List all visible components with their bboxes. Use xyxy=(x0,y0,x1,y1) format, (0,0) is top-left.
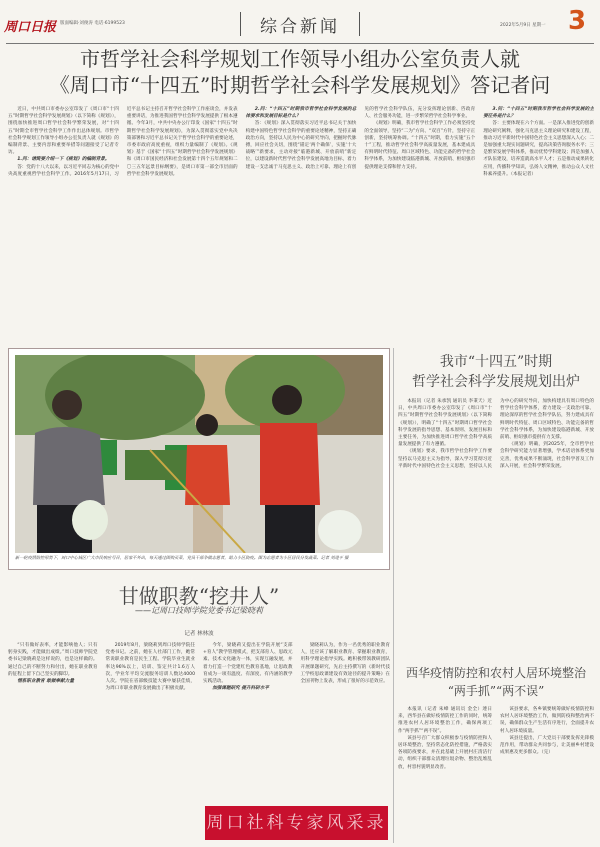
article-paragraph: 本报讯（记者 朱峰 通讯员 金全）連日来，西华县在做好疫情防控工作的同时，统筹推进农村人居环境整治工作，确保两项工作“两手抓”“两不误”。 xyxy=(398,707,492,734)
photo-caption: 新一轮疫情防控形势下，周口中心城区广大市民响应号召，居家不外出，每天通过团购买菜，党员干部争做志愿者，助力小区防疫。图为志愿者为小区居民分发蔬菜。记者 刘进平 摄 xyxy=(15,555,349,560)
issue-date: 2022年5月9日 星期一 xyxy=(500,23,546,28)
epidemic-article-headline-line1: 西华疫情防控和农村人居环境整治 xyxy=(405,666,586,680)
article-paragraph: 《规划》明确，到2025年，全市哲学社会科学研究能力显著增强，学术话语体系更加完善，优秀成果不断涌现，社会科学普及工作深入开展，社会科学繁荣发展。 xyxy=(500,442,594,469)
article-paragraph: 《规划》明确，我市哲学社会科学工作必须坚持党的全面领导，坚持“二为”方向、“双百”方针，坚持守正创新，坚持统筹协调。“十四五”时期，着力实施“五个十”工程，推动哲学社会科学高质量发展，基本建成具有鲜明时代特征、周口区域特色、功能完备的哲学社会科学体系，为加快建设临港新城、开放前哨、枢纽强市提供理论支撑和智力支持。 xyxy=(364,121,476,170)
lead-article-body xyxy=(8,106,594,340)
article-paragraph: 该县还提出，广大党员干部要发挥先锋模范作用，带动群众共同参与，让美丽乡村建设成果惠及更多群众。（完） xyxy=(500,735,594,756)
article-paragraph: 答：《规划》深入贯彻落实习近平总书记关于加快构建中国特色哲学社会科学的重要论述精神，坚持正确政治方向，坚持以人民为中心的研究导向，把握时代脉搏，回应社会关切，围绕“锚定‘两个确保’，实施‘十大战略’”新要求，主动对接“临港新城、开放前哨”新定位，以建设新时代哲学社会科学发展高地为目标，着力建设一支忠诚于马克思主义、政治上可靠、理论上有创见的哲学社会科学队伍，充分发挥理论创新、咨政育人、社会服务功能，进一步繁荣哲学社会科学事业。 xyxy=(245,107,476,170)
epidemic-article-headline-line2: “两手抓”“两不误” xyxy=(447,684,545,698)
section-title: 综合新闻 xyxy=(240,12,360,36)
article-paragraph: 今年，梁晓莉又提出在学院开展“支部+育人”教学管理模式，把支部育人、思政元素、技术文化融为一体，实现互融发展，并着力打造一个党建红色教育基地，让思政教育成为一项有温度、有深度、有内涵的教学实践活动。 xyxy=(203,643,293,685)
article-paragraph: 该县号召广大群众积极参与疫情防控和人居环境整治，坚持常态化防控措施，严格落实各项防疫要求，并在此基础上开展村庄清洁行动，组织干部群众清理垃圾杂物、整治乱堆乱放，村容村貌明显改善。 xyxy=(398,735,492,770)
article-paragraph: 近日，中共周口市委办公室印发了《周口市“十四五”时期哲学社会科学发展规划》（以下简称《规划》），围绕加快推进周口哲学社会科学繁荣发展，对“十四五”时期全市哲学社会科学工作作出总体规划。市哲学社会科学规划工作领导小组办公室负责人就《规划》的编制背景、主要内容和重要举措等问题接受了记者专访。 xyxy=(8,107,119,156)
article-paragraph: 2019年8月，梁晓莉到周口技师学院任党委书记。之前，她在人社部门工作，她常常说职业教育是民生工程。学院毕业生就业率达96%以上，培训、鉴定共计1.6万人次，学业年平均交流服务培训人数达4000人次。学院在省部级技能大赛中屡获佳绩，为周口市职业教育发展做出了积极贡献。 xyxy=(105,643,195,692)
article-paragraph: 本报讯（记者 朱承凯 通讯员 李秉天）近日，中共周口市委办公室印发了《周口市“十四五”时期哲学社会科学发展规划》（以下简称《规划》），明确了“十四五”时期周口哲学社会科学发展的指导思想、基本原则、发展目标和主要任务，为加快推进周口哲学社会科学高质量发展提供了有力遵循。 xyxy=(398,399,492,448)
epidemic-article-body xyxy=(398,706,594,844)
article-paragraph: 梁晓莉认为，作为一名优秀的职业教育人，还应该了解职业教育、掌握职业教育，用科学理论指导实践。她积极带领教研团队开展课题研究，先后主持撰写的《新时代技工学校思政课建设有效途径的提升策略》在全国刊物上发表，形成了很好的示范效应。 xyxy=(300,643,390,685)
newspaper-logo: 周口日报 xyxy=(4,20,57,35)
article-paragraph: 2.问：“十四五”时期我市哲学社会科学发展的总体要求和发展目标是什么？ xyxy=(245,107,357,120)
article-paragraph: 情系职业教育 敢做奉献力量 xyxy=(17,679,74,685)
feature-headline: 甘做职教“挖井人” xyxy=(118,584,280,608)
article-paragraph: 该县要求，各乡镇要统筹做好疫情防控和农村人居环境整治工作，做到防疫和整治两不误，确保群众生产生活有序进行，全面提升农村人居环境质量。 xyxy=(500,707,594,734)
article-paragraph: 加强课题研究 提升科研水平 xyxy=(212,686,269,692)
editor-info: 版面编辑·刘俊涛 电话·6199523 xyxy=(60,21,125,26)
article-paragraph: 《规划》要求，我市哲学社会科学工作要坚持以马克思主义为指导，深入学习贯彻习近平新时代中国特色社会主义思想，坚持以人民为中心的研究导向，加快构建具有周口特色的哲学社会科学体系，着力建设一支政治可靠、理论深厚的哲学社会科学队伍，努力建成具有鲜明时代特征、周口区域特色、功能完备的哲学社会科学体系，为加快建设临港新城、开放前哨、枢纽强市提供有力支撑。 xyxy=(398,399,594,469)
feature-byline: 记者 林林波 xyxy=(184,631,214,637)
volunteers-photo-image xyxy=(15,355,383,553)
column-banner: 周口社科专家风采录 xyxy=(205,806,388,840)
article-paragraph: 答：主要体现在六个方面。一是深入推进党的创新理论研究阐释，强化马克思主义理论研究和建设工程，推动习近平新时代中国特色社会主义思想深入人心；二是加强重大现实问题研究，提高决策咨询服务水平；三是繁荣发展学科体系，推动优势学科建设；四是加强人才队伍建设，培养造就高水平人才；五是推动成果转化应用，传播科学知识，弘扬人文精神，推动公众人文社科素养提升。（本报记者） xyxy=(483,121,594,177)
article-paragraph: 1.问：请简要介绍一下《规划》的编制背景。 xyxy=(17,157,110,163)
feature-article-body xyxy=(8,642,390,798)
side-article-headline-line2: 哲学社会科学发展规划出炉 xyxy=(412,374,580,390)
article-paragraph: “只有做好表率，才能影响他人；只有躬身实践，才能做出成绩。”周口技师学院党委书记梁晓莉是这样说的，也是这样做的。通过自己的不断努力和付出，她在职业教育的征程上留下自己坚实的脚印。 xyxy=(8,643,98,677)
article-paragraph: 3.问：“十四五”时期我市哲学社会科学发展的主要任务是什么？ xyxy=(483,107,594,120)
page-number: 3 xyxy=(568,6,587,36)
side-article-headline-line1: 我市“十四五”时期 xyxy=(439,354,553,370)
column-divider xyxy=(393,348,394,843)
article-paragraph: 答：党的十八大以来，以习近平同志为核心的党中央高度重视哲学社会科学工作。2016年5月17日，习近平总书记主持召开哲学社会科学工作座谈会，并发表重要讲话，为推进我国哲学社会科学发展提供了根本遵循。今年3月，中共中央办公厅印发《国家“十四五”时期哲学社会科学发展规划》，为深入贯彻落实党中央决策部署和习近平总书记关于哲学社会科学的重要论述，市委市政府高度重视，组织力量编制了《规划》。《规划》基于《国家“十四五”时期哲学社会科学发展规划》和《周口市国民经济和社会发展第十四个五年规划和二〇三五年远景目标纲要》，是周口市第一部全市层面的哲学社会科学发展规划。 xyxy=(8,107,238,177)
feature-subheadline: ——记周口技师学院党委书记梁晓莉 xyxy=(135,606,263,615)
lead-headline-line1: 市哲学社会科学规划工作领导小组办公室负责人就 xyxy=(80,47,520,71)
side-article-body xyxy=(398,398,594,646)
news-photo xyxy=(8,348,390,570)
lead-headline-line2: 《周口市“十四五”时期哲学社会科学发展规划》答记者问 xyxy=(49,73,551,97)
